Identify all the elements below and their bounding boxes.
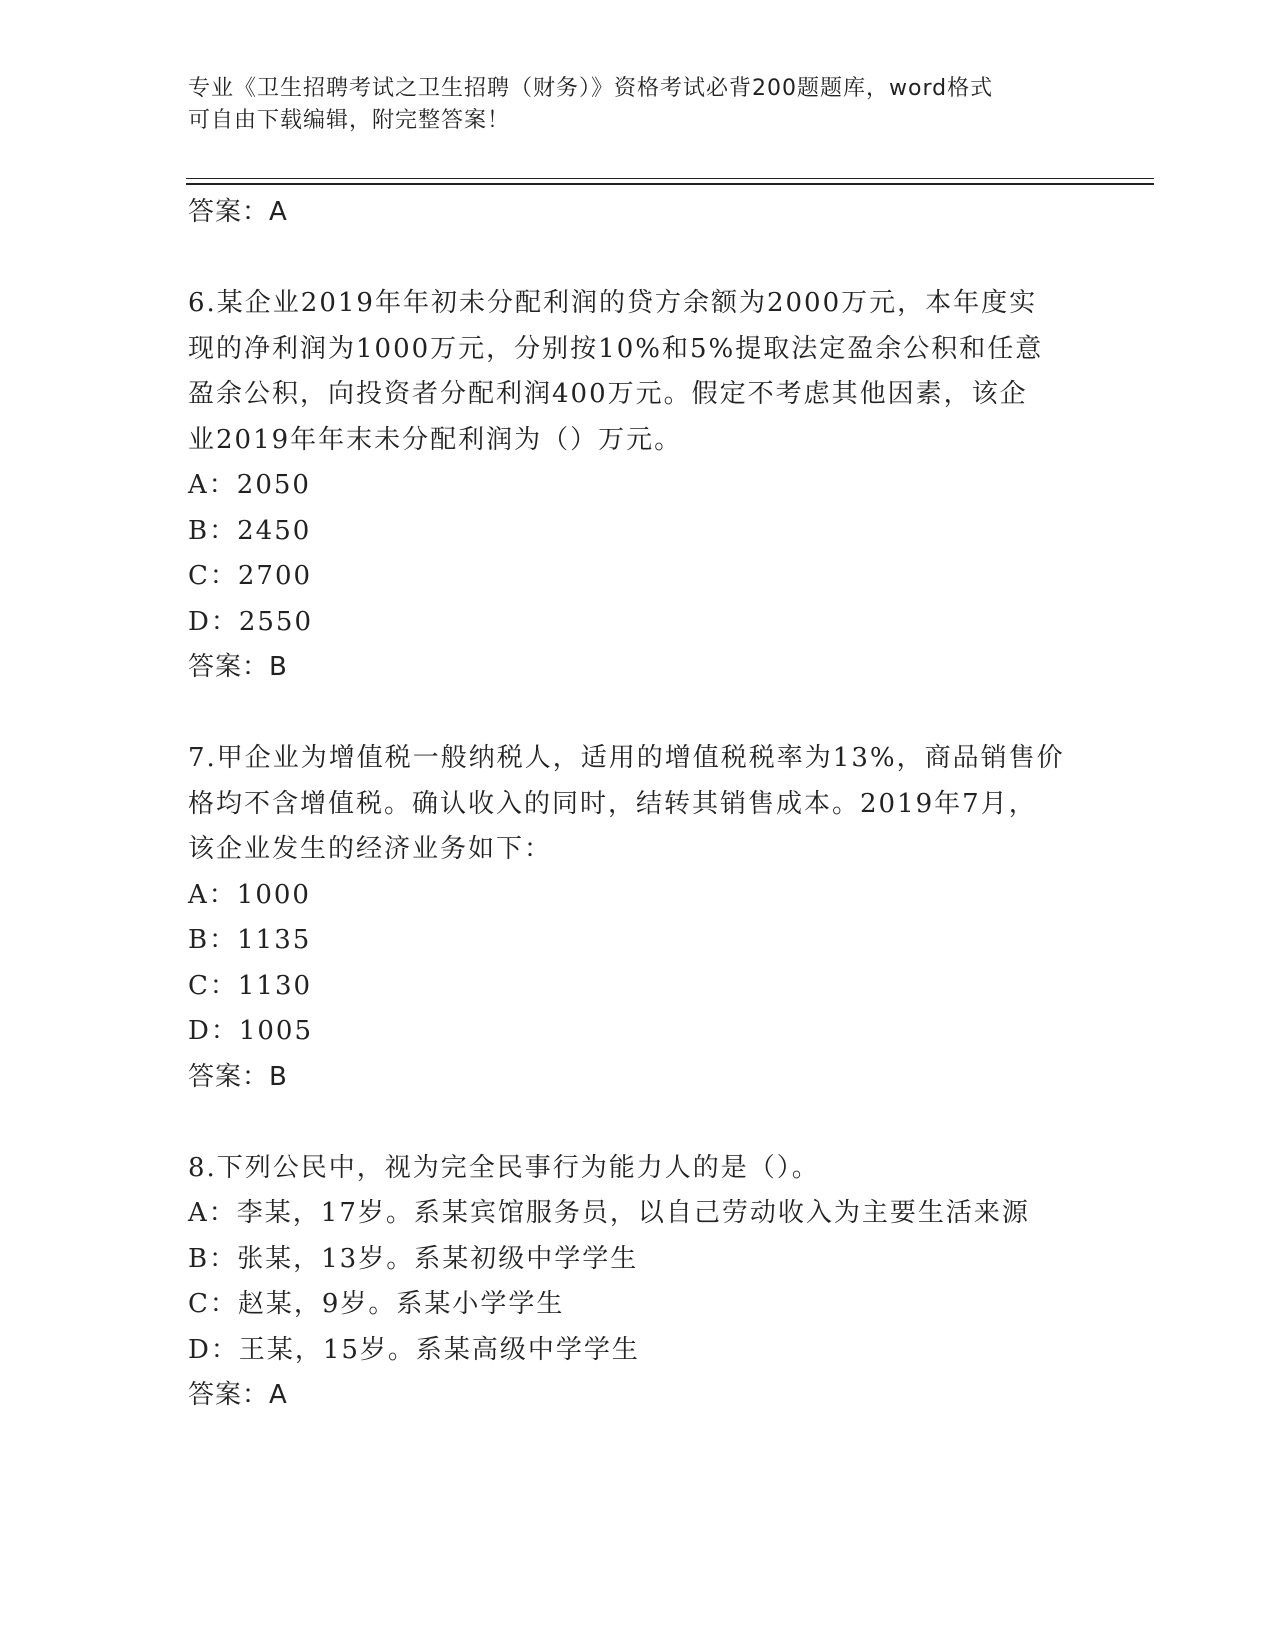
option-a: A：2050 — [188, 470, 311, 500]
spacer — [188, 691, 1088, 737]
question-text-line: 现的净利润为1000万元，分别按10%和5%提取法定盈余公积和任意 — [188, 333, 1044, 364]
option-b: B：2450 — [188, 515, 312, 546]
answer: 答案：B — [188, 652, 288, 682]
answer: 答案：A — [188, 1380, 288, 1410]
option-a: A：李某，17岁。系某宾馆服务员，以自己劳动收入为主要生活来源 — [188, 1198, 1030, 1228]
option-a: A：1000 — [188, 879, 311, 910]
header-line-2: 可自由下载编辑，附完整答案！ — [188, 108, 511, 133]
question-text-line: 格均不含增值税。确认收入的同时，结转其销售成本。2019年7月， — [188, 788, 1037, 819]
header-rule-thick — [186, 183, 1154, 185]
document-header — [188, 73, 1068, 137]
header-line-1: 专业《卫生招聘考试之卫生招聘（财务）》资格考试必背200题题库，word格式 — [188, 76, 994, 101]
option-b: B：1135 — [188, 925, 312, 955]
option-c: C：赵某，9岁。系某小学学生 — [188, 1289, 565, 1319]
question-text-line: 7.甲企业为增值税一般纳税人，适用的增值税税率为13%，商品销售价 — [188, 743, 1065, 773]
answer: 答案：B — [188, 1061, 288, 1092]
header-rule-thin — [186, 178, 1154, 179]
question-text-line: 业2019年年末未分配利润为（）万元。 — [188, 424, 683, 455]
question-text-line: 8.下列公民中，视为完全民事行为能力人的是（）。 — [188, 1152, 820, 1183]
document-body — [188, 190, 1088, 1419]
option-d: D：1005 — [188, 1016, 314, 1046]
option-d: D：2550 — [188, 606, 314, 637]
question-text-line: 6.某企业2019年年初未分配利润的贷方余额为2000万元，本年度实 — [188, 288, 1038, 318]
spacer — [188, 236, 1088, 282]
question-7 — [188, 736, 1088, 1100]
option-c: C：2700 — [188, 561, 313, 591]
option-b: B：张某，13岁。系某初级中学学生 — [188, 1243, 639, 1274]
spacer — [188, 1100, 1088, 1146]
question-text-line: 盈余公积，向投资者分配利润400万元。假定不考虑其他因素，该企 — [188, 379, 1028, 409]
option-c: C：1130 — [188, 970, 313, 1001]
question-text-line: 该企业发生的经济业务如下： — [188, 834, 553, 864]
question-6 — [188, 281, 1088, 691]
option-d: D：王某，15岁。系某高级中学学生 — [188, 1334, 640, 1365]
question-8 — [188, 1146, 1088, 1419]
previous-answer: 答案：A — [188, 197, 288, 227]
